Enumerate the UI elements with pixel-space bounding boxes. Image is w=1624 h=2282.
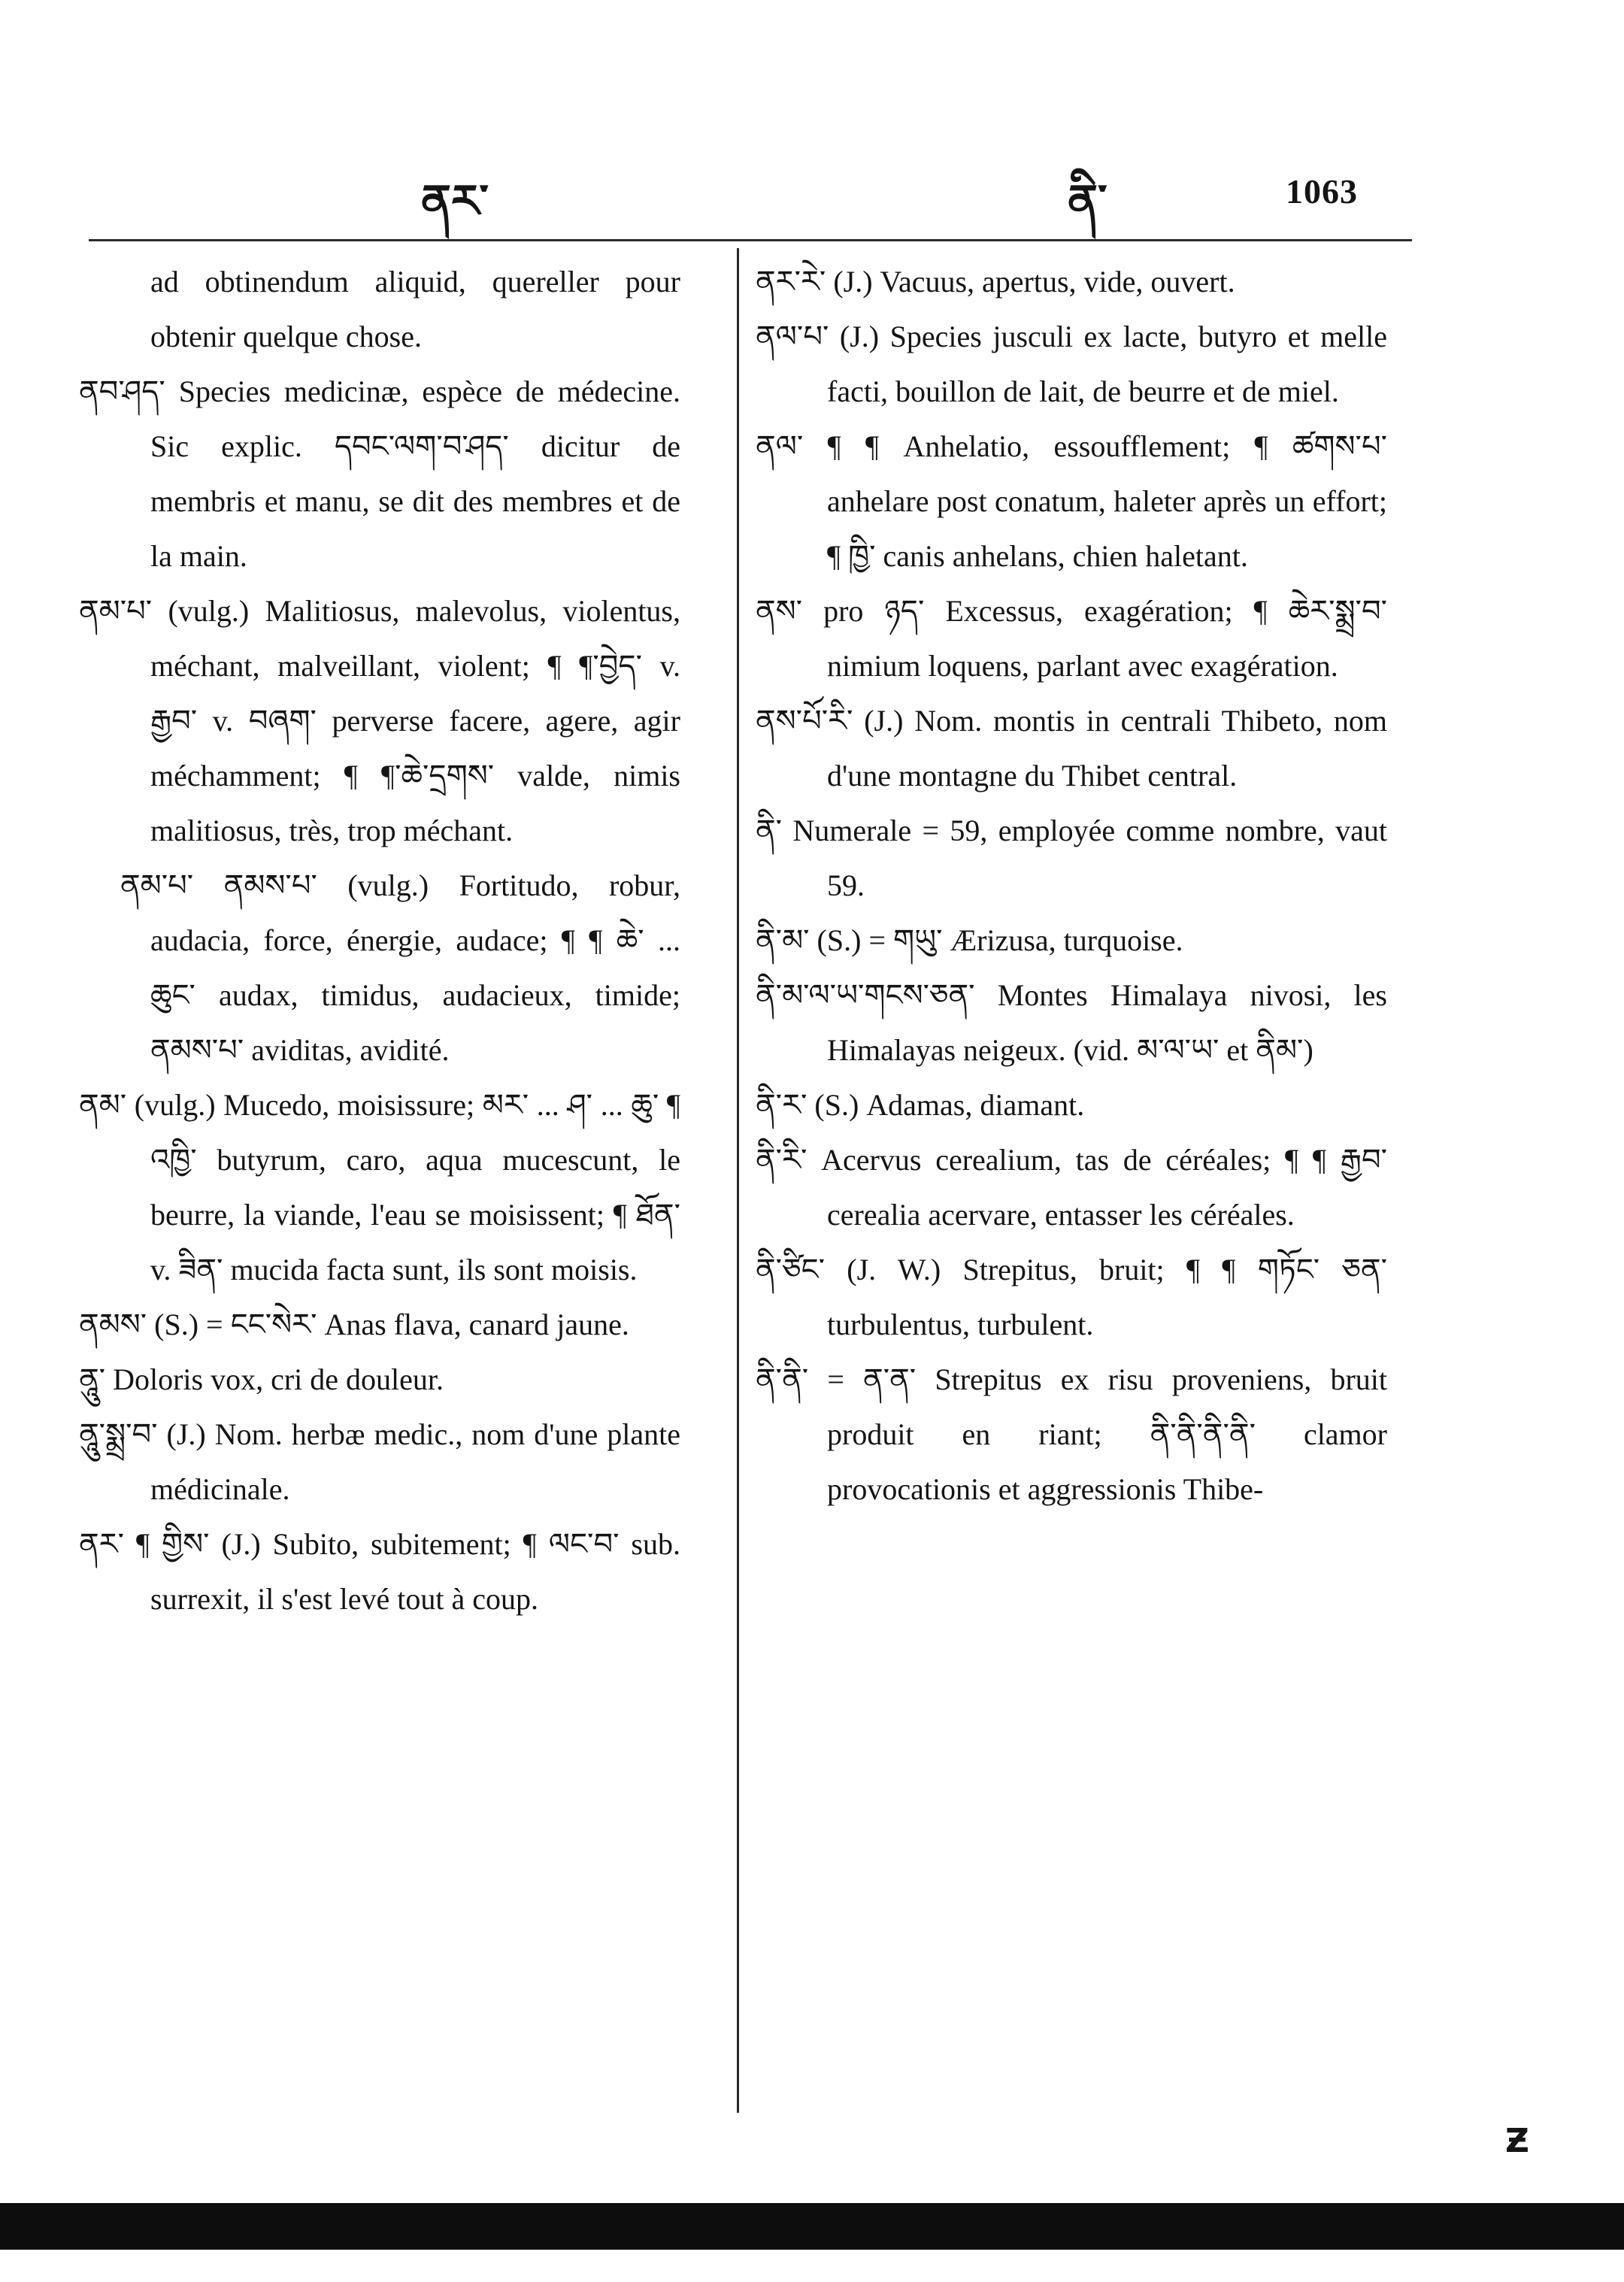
header-rule [89, 239, 1412, 241]
dictionary-entry: ནབ་ཤད་ Species medicinæ, espèce de médecine. Sic explic. དབང་ལག་བ་ཤད་ dicitur de membris et manu, se dit des membres et de la main. [79, 374, 680, 573]
dictionary-entry: ནཱུ་སྨྲ་བ་ (J.) Nom. herbæ medic., nom d'une plante médicinale. [79, 1417, 680, 1506]
left-column [79, 254, 680, 1626]
dictionary-entry: ནི་རི་ Acervus cerealium, tas de céréales; ¶ ¶ རྒྱབ་ cerealia acervare, entasser les céréales. [756, 1143, 1387, 1232]
margin-mark: Ƶ [1505, 2122, 1529, 2160]
dictionary-entry: ནལ་པ་ (J.) Species jusculi ex lacte, butyro et melle facti, bouillon de lait, de beurre et de miel. [756, 320, 1387, 408]
dictionary-entry: ནི་མ་ལ་ཡ་གངས་ཅན་ Montes Himalaya nivosi, les Himalayas neigeux. (vid. མ་ལ་ཡ་ et ནིམ་) [756, 978, 1387, 1067]
running-head-right: ནི་ [1068, 175, 1107, 228]
dictionary-entry: ནམ་ (vulg.) Mucedo, moisissure; མར་ ... ཤ་ ... ཆུ་ ¶ འཁྱི་ butyrum, caro, aqua mucescunt, le beurre, la viande, l'eau se moisissent; ¶ ཐོན་ v. ཟིན་ mucida facta sunt, ils sont moisis. [79, 1088, 680, 1286]
dictionary-entry: ནཱུ་ Doloris vox, cri de douleur. [79, 1362, 444, 1396]
dictionary-entry: ནས་པོ་རི་ (J.) Nom. montis in centrali Thibeto, nom d'une montagne du Thibet central. [756, 704, 1387, 792]
dictionary-entry: ནར་ ¶ གྱིས་ (J.) Subito, subitement; ¶ ལང་བ་ sub. surrexit, il s'est levé tout à coup. [79, 1527, 680, 1616]
column-divider [737, 248, 739, 2113]
dictionary-entry: ནམ་པ་ ནམས་པ་ (vulg.) Fortitudo, robur, audacia, force, énergie, audace; ¶ ¶ ཆེ་ ... ཆུང་ audax, timidus, audacieux, timide; ནམས་པ་ aviditas, avidité. [120, 868, 680, 1067]
dictionary-entry: ནལ་ ¶ ¶ Anhelatio, essoufflement; ¶ ཚགས་པ་ anhelare post conatum, haleter après un effort; ¶ ཁྱི་ canis anhelans, chien haletant. [756, 429, 1387, 573]
dictionary-entry: ནས་ pro ཉད་ Excessus, exagération; ¶ ཆེར་སྨྲ་བ་ nimium loquens, parlant avec exagération. [756, 594, 1387, 683]
page-number: 1063 [1286, 172, 1358, 211]
scan-edge-bar [0, 2203, 1624, 2250]
dictionary-entry: ནི་ Numerale = 59, employée comme nombre, vaut 59. [756, 814, 1387, 902]
dictionary-entry: ནམས་ (S.) = ངང་སེར་ Anas flava, canard jaune. [79, 1308, 629, 1341]
dictionary-entry: ནི་ཙིང་ (J. W.) Strepitus, bruit; ¶ ¶ གཏོང་ ཅན་ turbulentus, turbulent. [756, 1253, 1387, 1341]
dictionary-entry: ad obtinendum aliquid, quereller pour obtenir quelque chose. [150, 265, 680, 353]
dictionary-entry: ནར་རེ་ (J.) Vacuus, apertus, vide, ouvert. [756, 265, 1235, 299]
dictionary-entry: ནི་ར་ (S.) Adamas, diamant. [756, 1088, 1085, 1122]
running-head-left: ནར་ [421, 175, 489, 228]
dictionary-entry: ནམ་པ་ (vulg.) Malitiosus, malevolus, violentus, méchant, malveillant, violent; ¶ ¶་བྱེད་ v. རྒྱབ་ v. བཞག་ perverse facere, agere, agir méchamment; ¶ ¶་ཆེ་དྲགས་ valde, nimis malitiosus, très, trop méchant. [79, 594, 680, 847]
right-column [756, 254, 1387, 1517]
dictionary-entry: ནི་ནི་ = ན་ན་ Strepitus ex risu proveniens, bruit produit en riant; ནི་ནི་ནི་ནི་ clamor provocationis et aggressionis Thibe- [756, 1362, 1387, 1506]
dictionary-entry: ནི་མ་ (S.) = གཡུ་ Ærizusa, turquoise. [756, 923, 1183, 957]
